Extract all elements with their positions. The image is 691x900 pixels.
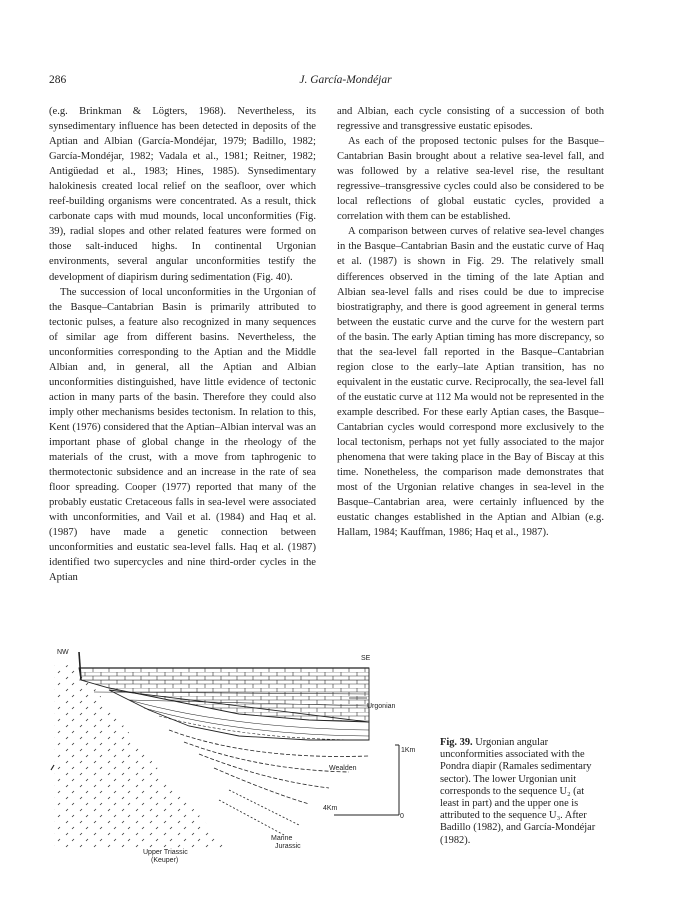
paragraph: (e.g. Brinkman & Lögters, 1968). Nevertheless, its synsedimentary influence has been detected in deposits of the Aptian and Albian (García-Mondéjar, 1979; Badillo, 1982; García-Mondéjar, 1982; Vadala et al., 1981; Reitner, 1982; Antigüedad et al., 1983; Hines, 1985). Synsedimentary halokinesis created local relief on the seafloor, over which reef-building organisms were concentrated. As a result, thick carbonate caps with mud mounds, local unconformities (Fig. 39), radial slopes and other related features were formed on those salt-induced highs. In continental Urgonian environments, several angular unconformities testify the development of diapirism during sedimentation (Fig. 40). xyxy=(49,106,316,283)
left-column xyxy=(49,104,316,586)
label-keuper: (Keuper) xyxy=(151,857,179,864)
caption-lead: Fig. 39. xyxy=(440,737,473,748)
figure-caption xyxy=(440,737,600,847)
geologic-cross-section xyxy=(49,640,416,865)
upper-urgonian-unit xyxy=(79,668,369,722)
paragraph: and Albian, each cycle consisting of a succession of both regressive and transgressive eustatic episodes. xyxy=(337,106,604,133)
wealden-layers xyxy=(169,730,369,756)
label-scale-1km: 1Km xyxy=(401,747,416,754)
label-scale-zero: 0 xyxy=(400,813,404,820)
marine-jurassic-layers xyxy=(229,790,299,825)
right-column xyxy=(337,104,604,540)
label-upper-triassic: Upper Triassic xyxy=(143,849,188,856)
label-nw: NW xyxy=(57,649,69,656)
label-se: SE xyxy=(361,655,371,662)
page-number: 286 xyxy=(49,74,67,86)
running-head: J. García-Mondéjar xyxy=(299,74,392,86)
paragraph: A comparison between curves of relative sea-level changes in the Basque–Cantabrian Basin and the eustatic curve of Haq et al. (1987) is shown in Fig. 29. The relatively small differences observed in the timing of the late Aptian and Albian sea-level falls and rises could be due to imprecise biostratigraphy, and there is good agreement in general terms between the eustatic curve and the curve for the western part of the basin. The early Aptian timing has more discrepancy, so that the sea-level fall reported in the Basque–Cantabrian region close to the early–late Aptian transition, has no equivalent in the eustatic curve. Reciprocally, the sea-level fall of the eustatic curve at 112 Ma would not be represented in the example described. For these early Aptian cases, the Basque–Cantabrian cycles would correspond more exclusively to the local tectonism, perhaps not yet fully associated to the major phenomena that were taking place in the Bay of Biscay at this time. Nonetheless, the comparison made demonstrates that most of the Urgonian relative changes in sea-level in the Basque–Cantabrian area, were certainly influenced by the eustatic changes established in the Aptian and Albian (e.g. Hallam, 1984; Kauffman, 1986; Haq et al., 1987). xyxy=(337,226,604,539)
caption-text: Urgonian angular unconformities associated with the Pondra diapir (Ramales sedimentary sector). The lower Urgonian unit corresponds to the sequence U₂ (at least in part) and the upper one is attributed to the sequence U₃. After Badillo (1982), and García-Mondéjar (1982). xyxy=(440,737,596,846)
paragraph: The succession of local unconformities in the Urgonian of the Basque–Cantabrian Basin is primarily attributed to tectonic pulses, a feature also recognized in many sequences of similar age from different basins. Nevertheless, the unconformities corresponding to the Aptian and the Middle Albian and, in general, all the Aptian and Albian unconformities distinguished, have little evidence of tectonic action in many parts of the basin. Therefore they could also imply other mechanisms besides tectonism. In relation to this, Kent (1976) considered that the Aptian–Albian interval was an important phase of global change in the rheology of the materials of the crust, with a move from taphrogenic to thermotectonic subsidence and an increase in the rate of sea floor spreading. Cooper (1977) reported that many of the probably eustatic Cretaceous falls in sea-level were associated with unconformities, and Vail et al. (1984) and Haq et al. (1987) have made a genetic connection between unconformities and eustatic sea-level falls. Haq et al. (1987) identified two supercycles and nine third-order cycles in the Aptian xyxy=(49,286,316,584)
label-marine-jurassic-2: Jurassic xyxy=(275,843,301,850)
label-marine-jurassic: Marine xyxy=(271,835,293,842)
figure-39 xyxy=(49,640,416,865)
label-wealden: Wealden xyxy=(329,765,357,772)
label-scale-4km: 4Km xyxy=(323,805,338,812)
paragraph: As each of the proposed tectonic pulses for the Basque–Cantabrian Basin brought about a relative sea-level fall, and was followed by a relative sea-level rise, the resultant regressive–transgressive cycles could also be considered to be local reflections of global eustatic cycles, provided a correlation with them can be established. xyxy=(337,136,604,223)
label-urgonian: Urgonian xyxy=(367,703,396,710)
